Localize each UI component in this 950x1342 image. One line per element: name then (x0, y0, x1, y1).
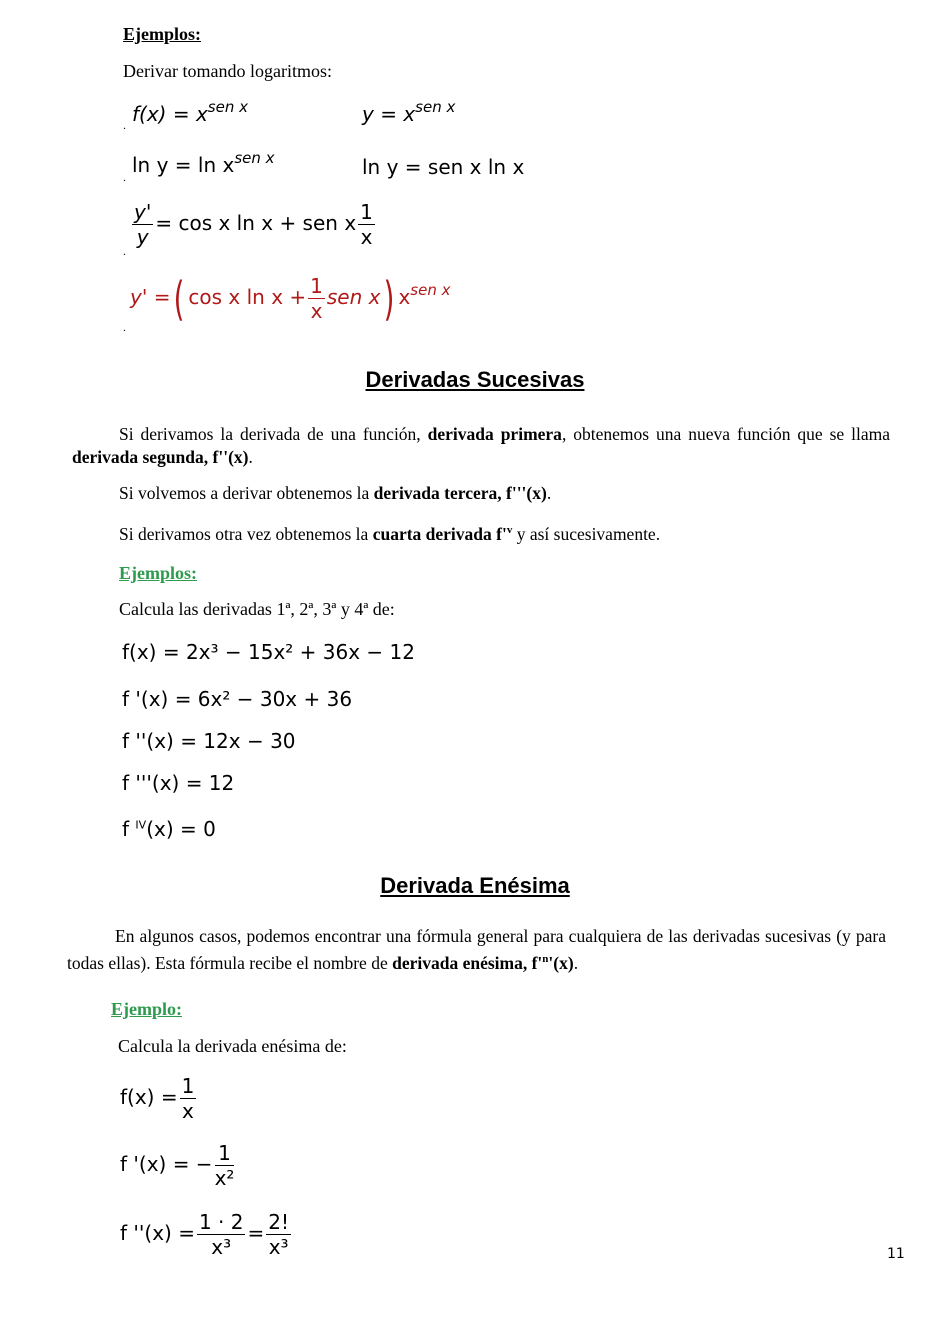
bullet-dot: . (123, 320, 126, 334)
enesima-eq-3: f ''(x) = $\frac{1 \cdot 2}{\text{x³}}$ = $\frac{2!}{\text{x³}}$ (120, 1210, 289, 1259)
derivative-1: f '(x) = 6x² − 30x + 36 (122, 687, 353, 711)
derivative-3: f '''(x) = 12 (122, 771, 235, 795)
derivative-0: f(x) = 2x³ − 15x² + 36x − 12 (122, 640, 415, 664)
derivative-2: f ''(x) = 12x − 30 (122, 729, 296, 753)
enesima-eq-2: f '(x) = − $\frac{1}{\text{x²}}$ (120, 1141, 235, 1190)
examples-heading-green: Ejemplos: (119, 563, 197, 583)
eq1-right: $y = x^{sen x}$ (362, 98, 456, 126)
example-heading-green: Ejemplo: (111, 999, 182, 1019)
paragraph-sucesivas-3: Si derivamos otra vez obtenemos la cuarta derivada $f'^v$ y así sucesivamente. (119, 523, 661, 544)
eq4-result: y' =( cos x ln x + $\frac{1}{x}$ sen x) $x^{sen x}$ (130, 271, 451, 326)
bullet-dot: . (123, 244, 126, 258)
section-title-sucesivas: Derivadas Sucesivas (365, 367, 585, 392)
enesima-eq-1: f(x) = $\frac{1}{x}$ (120, 1074, 195, 1123)
paragraph-sucesivas-1: Si derivamos la derivada de una función, derivada primera, obtenemos una nueva función que se llama derivada segunda, f''(x). (72, 424, 891, 467)
paragraph-enesima: En algunos casos, podemos encontrar una fórmula general para cualquiera de las derivadas sucesivas (y para todas ellas). Esta fórmula recibe el nombre de derivada enésima, $f'^n'(x)$. (67, 926, 886, 973)
page-number: 11 (887, 1246, 905, 1262)
eq3: $\frac{y'}{y}$ = cos x ln x + sen x $\frac{1}{x}$ (134, 200, 373, 249)
eq2-left: $\ln y = \ln x^{sen x}$ (132, 149, 275, 177)
examples-heading: Ejemplos: (123, 24, 201, 44)
paragraph-sucesivas-2: Si volvemos a derivar obtenemos la derivada tercera, f'''(x). (119, 483, 552, 503)
bullet-dot: . (123, 118, 126, 132)
enesima-intro: Calcula la derivada enésima de: (118, 1036, 347, 1056)
log-intro: Derivar tomando logaritmos: (123, 61, 332, 81)
section-title-enesima: Derivada Enésima (380, 873, 570, 898)
derivatives-intro: Calcula las derivadas 1ª, 2ª, 3ª y 4ª de: (119, 599, 395, 619)
derivative-4: f $^{IV}$(x) = 0 (122, 817, 216, 841)
eq2-right: ln y = sen x ln x (362, 155, 525, 179)
eq1-left: $f(x) = x^{sen x}$ (132, 98, 248, 126)
bullet-dot: . (123, 170, 126, 184)
